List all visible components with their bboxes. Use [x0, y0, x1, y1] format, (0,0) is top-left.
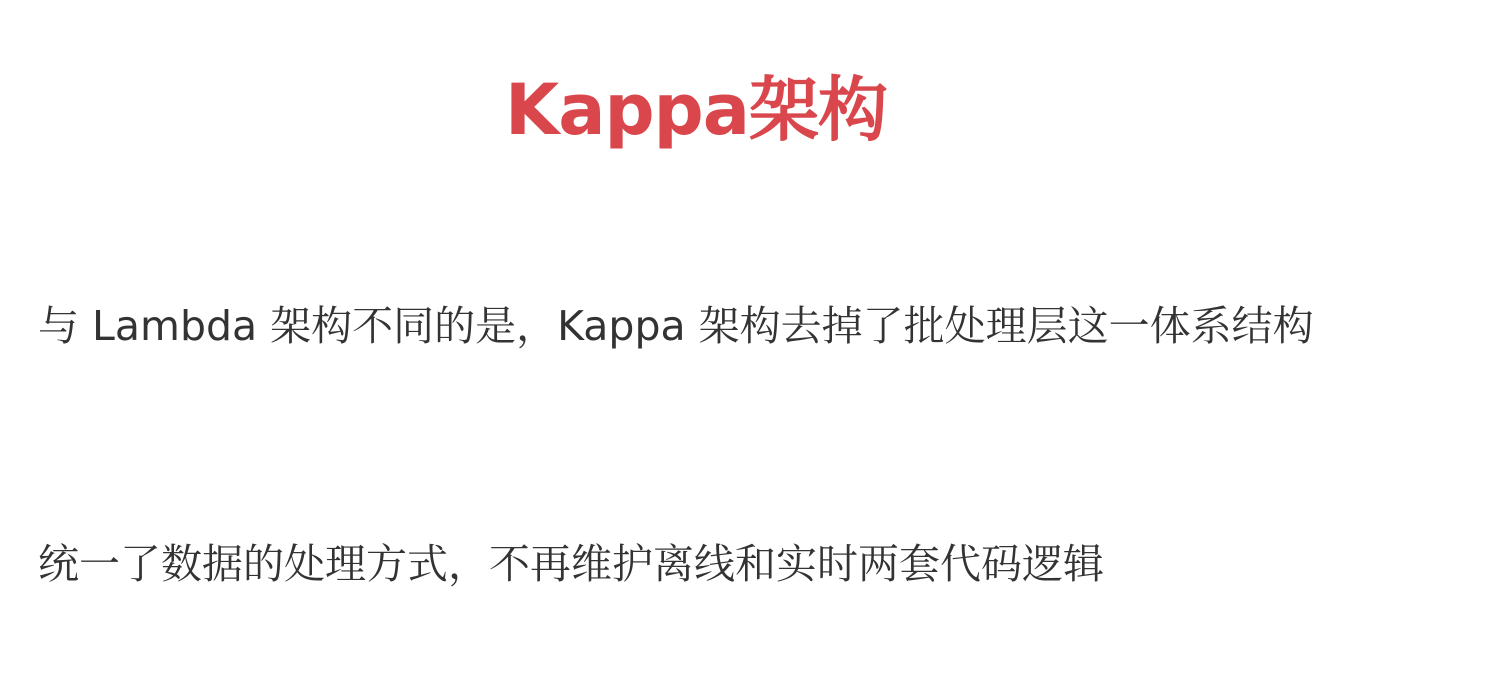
paragraph-unified-processing: 统一了数据的处理方式，不再维护离线和实时两套代码逻辑: [38, 540, 1104, 588]
paragraph-architecture-difference: 与 Lambda 架构不同的是，Kappa 架构去掉了批处理层这一体系结构: [38, 302, 1314, 350]
page-title: Kappa架构: [505, 69, 887, 151]
